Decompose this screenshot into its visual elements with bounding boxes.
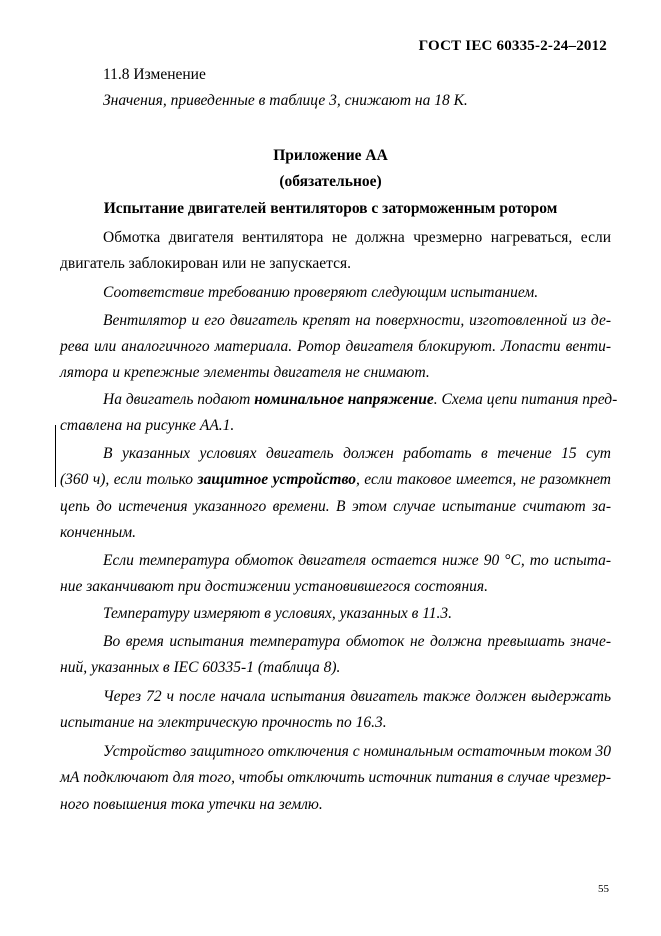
- change-bar: [55, 425, 56, 487]
- paragraph-line: конченным.: [60, 524, 137, 541]
- paragraph-line: Устройство защитного отключения с номинальным остаточным током 30: [103, 743, 611, 760]
- paragraph-line: В указанных условиях двигатель должен работать в течение 15 сут: [103, 445, 611, 462]
- section-title: 11.8 Изменение: [103, 66, 206, 83]
- standard-designation: ГОСТ IEC 60335-2-24–2012: [418, 38, 607, 54]
- paragraph-line: Через 72 ч после начала испытания двигатель также должен выдержать: [103, 688, 611, 705]
- term-protective-device: защитное устройство: [197, 471, 356, 488]
- paragraph-line: На двигатель подают номинальное напряжение. Схема цепи питания пред-: [103, 391, 618, 408]
- paragraph-line: лятора и крепежные элементы двигателя не снимают.: [60, 364, 430, 381]
- paragraph-line: (360 ч), если только защитное устройство, если таковое имеется, не разомкнет: [60, 471, 611, 488]
- paragraph-line: мА подключают для того, чтобы отключить источник питания в случае чрезмер-: [60, 769, 611, 786]
- paragraph-line: испытание на электрическую прочность по 16.3.: [60, 714, 387, 731]
- section-text: Значения, приведенные в таблице 3, снижают на 18 К.: [103, 92, 468, 109]
- paragraph-line: ний, указанных в IEC 60335-1 (таблица 8).: [60, 659, 341, 676]
- paragraph-line: ного повышения тока утечки на землю.: [60, 796, 323, 813]
- paragraph-line: Вентилятор и его двигатель крепят на поверхности, изготовленной из де-: [103, 312, 611, 329]
- paragraph-line: цепь до истечения указанного времени. В этом случае испытание считают за-: [60, 498, 611, 515]
- term-rated-voltage: номинальное напряжение: [254, 391, 434, 408]
- paragraph-line: ставлена на рисунке АА.1.: [60, 417, 235, 434]
- annex-heading: Испытание двигателей вентиляторов с заторможенным ротором: [103, 200, 558, 217]
- paragraph-line: Во время испытания температура обмоток не должна превышать значе-: [103, 633, 611, 650]
- paragraph-line: Соответствие требованию проверяют следующим испытанием.: [103, 284, 539, 301]
- paragraph-line: двигатель заблокирован или не запускается.: [60, 255, 352, 272]
- paragraph-line: Обмотка двигателя вентилятора не должна чрезмерно нагреваться, если: [103, 229, 611, 246]
- paragraph-line: ние заканчивают при достижении установившегося состояния.: [60, 578, 488, 595]
- page-number: 55: [598, 883, 609, 895]
- paragraph-line: рева или аналогичного материала. Ротор двигателя блокируют. Лопасти венти-: [60, 338, 611, 355]
- annex-title: Приложение АА: [273, 147, 388, 164]
- paragraph-line: Если температура обмоток двигателя остается ниже 90 °С, то испыта-: [103, 552, 611, 569]
- paragraph-line: Температуру измеряют в условиях, указанных в 11.3.: [103, 605, 453, 622]
- annex-status: (обязательное): [279, 173, 382, 190]
